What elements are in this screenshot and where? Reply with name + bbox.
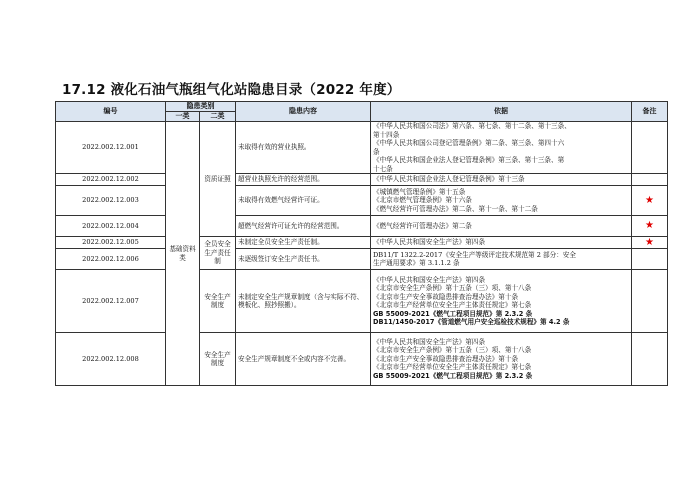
header-basis: 依据	[371, 102, 632, 122]
row-content: 未制定全员安全生产责任制。	[236, 237, 371, 249]
row-content: 超燃气经营许可证允许的经营范围。	[236, 216, 371, 237]
row-note	[632, 122, 668, 174]
row-content: 安全生产规章制度不全或内容不完善。	[236, 333, 371, 386]
row-basis: 《中华人民共和国安全生产法》第四条 《北京市安全生产条例》第十五条（三）项、第十八条 《北京市生产安全事故隐患排查治理办法》第十条 《北京市生产经营单位安全生产主体责任规定》第七条 GB 55009-2021《燃气工程项目规范》第 2.3.2 条	[371, 333, 632, 386]
row-code: 2022.002.12.004	[56, 216, 166, 237]
table-row	[56, 216, 668, 237]
row-content: 未取得有效燃气经营许可证。	[236, 186, 371, 216]
row-code: 2022.002.12.003	[56, 186, 166, 216]
row-note	[632, 216, 668, 237]
row-note	[632, 237, 668, 249]
row-content: 未逐级签订安全生产责任书。	[236, 249, 371, 270]
row-code: 2022.002.12.006	[56, 249, 166, 270]
star-icon: ★	[645, 194, 654, 206]
category-basic-info: 基础资料类	[166, 122, 200, 386]
table-row	[56, 174, 668, 186]
row-content: 超营业执照允许的经营范围。	[236, 174, 371, 186]
page-title: 17.12 液化石油气瓶组气化站隐患目录（2022 年度）	[62, 82, 401, 98]
row-content: 未取得有效的营业执照。	[236, 122, 371, 174]
row-note	[632, 270, 668, 333]
star-icon: ★	[645, 236, 654, 248]
category-qualification: 资质证照	[200, 122, 236, 237]
table-row	[56, 122, 668, 174]
star-icon: ★	[645, 220, 654, 231]
header-category: 隐患类别	[166, 102, 236, 112]
row-code: 2022.002.12.008	[56, 333, 166, 386]
row-basis: 《中华人民共和国企业法人登记管理条例》第十三条	[371, 174, 632, 186]
row-basis: 《城镇燃气管理条例》第十五条 《北京市燃气管理条例》第十六条 《燃气经营许可管理办法》第二条、第十一条、第十二条	[371, 186, 632, 216]
row-code: 2022.002.12.007	[56, 270, 166, 333]
table-row	[56, 270, 668, 333]
row-code: 2022.002.12.002	[56, 174, 166, 186]
hazard-table	[55, 101, 668, 386]
row-note	[632, 333, 668, 386]
row-note	[632, 249, 668, 270]
row-basis: 《中华人民共和国安全生产法》第四条	[371, 237, 632, 249]
row-note	[632, 174, 668, 186]
category-safety-system: 安全生产制度	[200, 333, 236, 386]
table-row	[56, 186, 668, 216]
row-basis: 《中华人民共和国公司法》第六条、第七条、第十二条、第十三条、 第十四条 《中华人民共和国公司登记管理条例》第二条、第三条、第四十六 条 《中华人民共和国企业法人登记管理条例》第三条、第十三条、第 十七条	[371, 122, 632, 174]
table-row	[56, 333, 668, 386]
header-code: 编号	[56, 102, 166, 122]
row-basis: 《中华人民共和国安全生产法》第四条 《北京市安全生产条例》第十五条（三）项、第十八条 《北京市生产安全事故隐患排查治理办法》第十条 《北京市生产经营单位安全生产主体责任规定》第七条 GB 55009-2021《燃气工程项目规范》第 2.3.2 条 DB11/1450-2017《管道燃气用户安全巡检技术规程》第 4.2 条	[371, 270, 632, 333]
header-note: 备注	[632, 102, 668, 122]
row-code: 2022.002.12.001	[56, 122, 166, 174]
category-safety-system: 安全生产制度	[200, 270, 236, 333]
row-code: 2022.002.12.005	[56, 237, 166, 249]
header-content: 隐患内容	[236, 102, 371, 122]
category-full-staff: 全员安全生产责任制	[200, 237, 236, 270]
header-cat2: 二类	[200, 112, 236, 122]
table-row	[56, 249, 668, 270]
header-cat1: 一类	[166, 112, 200, 122]
row-basis: 《燃气经营许可管理办法》第二条	[371, 216, 632, 237]
row-note	[632, 186, 668, 216]
row-basis: DB11/T 1322.2-2017《安全生产等级评定技术规范第 2 部分：安全 生产通用要求》第 3.1.1.2 条	[371, 249, 632, 270]
row-content: 未制定安全生产规章制度（含与实际不符、模板化、照抄照搬）。	[236, 270, 371, 333]
table-row	[56, 237, 668, 249]
